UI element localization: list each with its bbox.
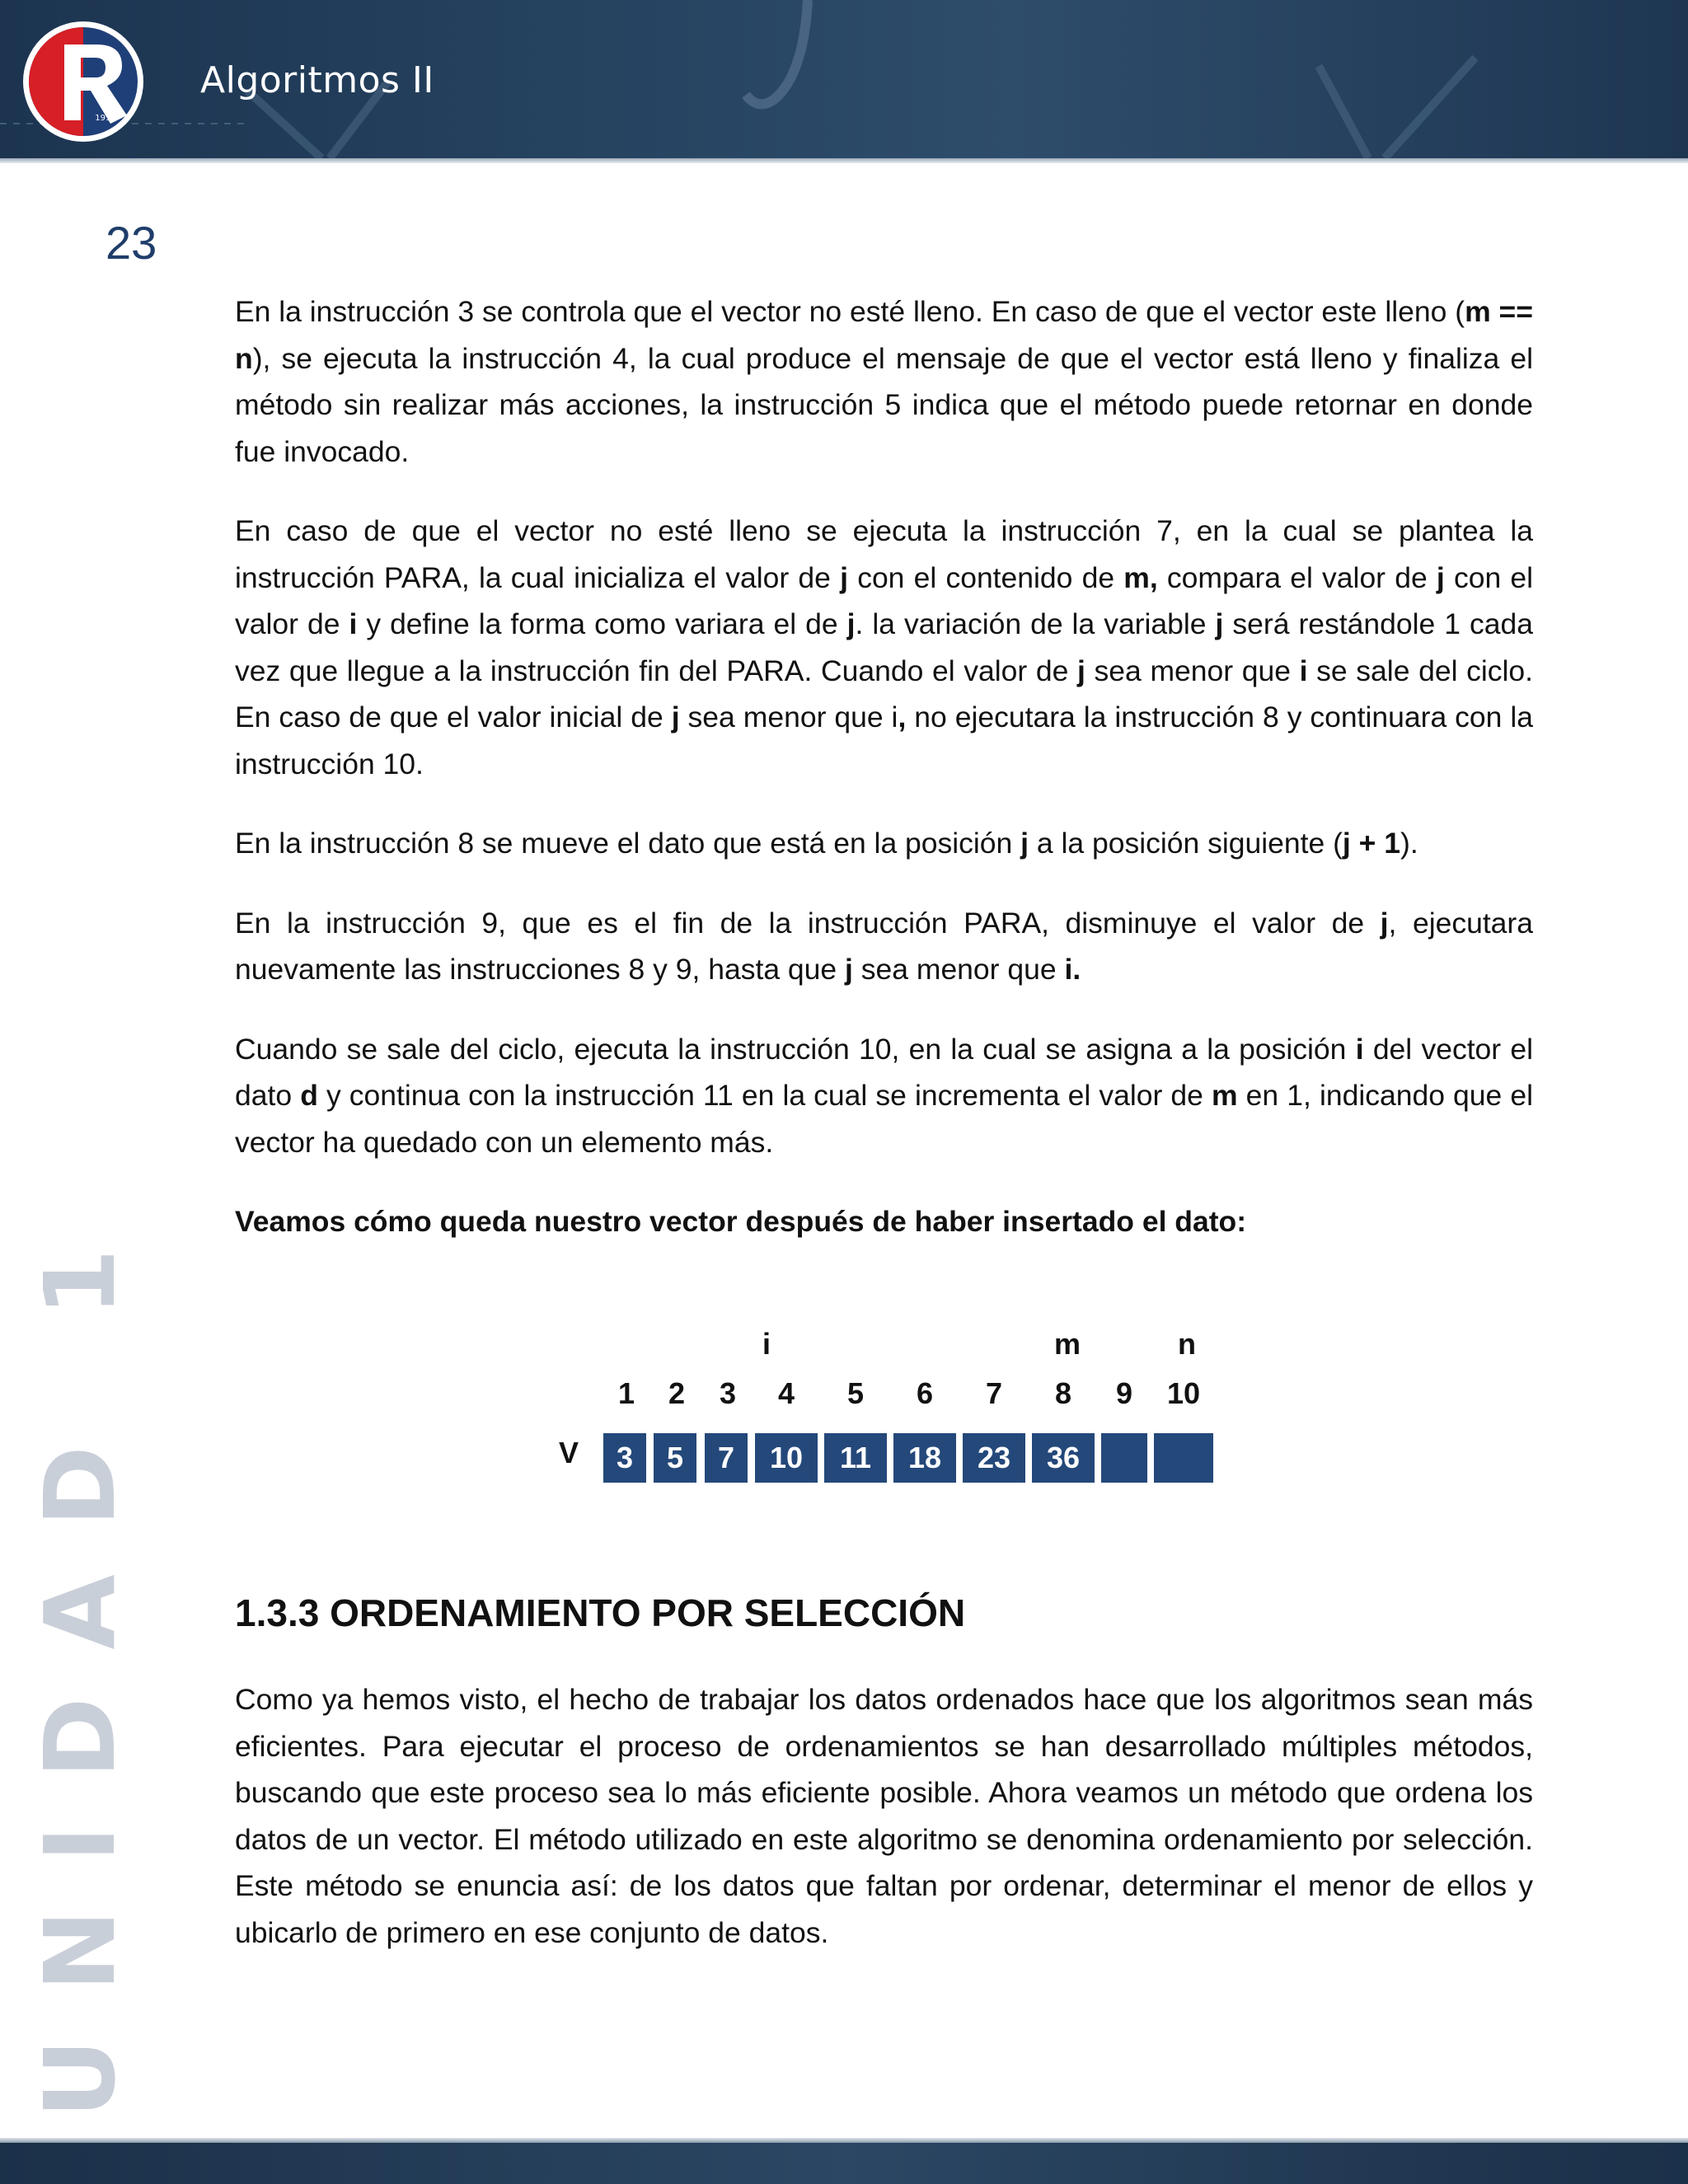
logo-year: 1915: [95, 114, 116, 123]
index-label: 1: [617, 1376, 635, 1410]
bold-span: j: [671, 701, 680, 733]
vector-cell-empty: [1154, 1433, 1213, 1483]
bold-span: j: [1215, 607, 1224, 640]
bold-span: i: [1299, 654, 1308, 687]
text-span: . la variación de la variable: [855, 607, 1216, 640]
text-span: compara el valor de: [1157, 560, 1437, 594]
bold-span: m,: [1123, 560, 1158, 594]
index-label: 3: [719, 1376, 737, 1410]
text-span: y define la forma como variara el de: [357, 607, 847, 640]
text-span: a la posición siguiente (: [1029, 827, 1343, 860]
vector-cell-empty: [1101, 1433, 1147, 1483]
text-span: sea menor que i: [679, 701, 898, 733]
section-paragraph: Como ya hemos visto, el hecho de trabajar los datos ordenados hace que los algoritmos sean más eficientes. Para ejecutar el proceso de ordenamientos se han desarrollado múltiples métodos, buscando que este proceso sea lo más eficiente posible. Ahora veamos un método que ordena los datos de un vector. El método utilizado en este algoritmo se denomina ordenamiento por selección. Este método se enuncia así: de los datos que faltan por ordenar, determinar el menor de ellos y ubicarlo de primero en ese conjunto de datos.: [235, 1683, 1533, 1949]
text-span: del vector el dato: [235, 1032, 1534, 1112]
index-label: 6: [916, 1376, 934, 1410]
bold-span: j: [1436, 560, 1445, 594]
bold-span: j: [1077, 654, 1085, 687]
index-label: 9: [1115, 1376, 1133, 1410]
section-content: [235, 1676, 1533, 1956]
lead-sentence: Veamos cómo queda nuestro vector después de haber insertado el dato:: [235, 1205, 1247, 1238]
text-span: se sale del ciclo. En caso de que el valor inicial de: [235, 654, 1534, 733]
text-span: Cuando se sale del ciclo, ejecuta la instrucción 10, en la cual se asigna a la posición: [235, 1032, 1356, 1066]
pointer-label-m: m: [1053, 1327, 1081, 1361]
vector-cell: 23: [963, 1433, 1025, 1483]
paragraph-5: [235, 1026, 1533, 1166]
pointer-label-n: n: [1178, 1327, 1196, 1361]
bold-span: i.: [1064, 953, 1081, 986]
text-span: sea menor que: [852, 953, 1065, 986]
bold-span: m: [1212, 1079, 1238, 1112]
main-content: [235, 288, 1533, 1278]
text-span: en 1, indicando que el vector ha quedado con un elemento más.: [235, 1079, 1533, 1159]
header-banner: [0, 0, 1688, 158]
index-label: 8: [1054, 1376, 1072, 1410]
unit-side-label: [23, 1201, 137, 2126]
text-span: En la instrucción 8 se mueve el dato que está en la posición: [235, 827, 1021, 860]
text-span: ).: [1400, 827, 1418, 860]
text-span: En la instrucción 3 se controla que el vector no esté lleno. En caso de que el vector este lleno (: [235, 295, 1465, 328]
index-label: 2: [668, 1376, 686, 1410]
pointer-label-i: i: [762, 1327, 771, 1361]
bold-span: j: [845, 953, 853, 986]
bold-span: ,: [898, 701, 907, 733]
paragraph-4: [235, 900, 1533, 993]
paragraph-3: [235, 820, 1533, 867]
paragraph-2: [235, 508, 1533, 787]
text-span: con el contenido de: [848, 560, 1124, 594]
vector-cell: 10: [755, 1433, 818, 1483]
bold-span: d: [300, 1079, 318, 1112]
university-logo: [21, 20, 145, 143]
bold-span: m == n: [235, 295, 1533, 375]
index-label: 10: [1166, 1376, 1201, 1410]
header-divider: [0, 158, 1688, 163]
text-span: sea menor que: [1085, 654, 1300, 687]
text-span: En la instrucción 9, que es el fin de la instrucción PARA, disminuye el valor de: [235, 906, 1381, 940]
text-span: , ejecutara nuevamente las instrucciones 8 y 9, hasta que: [235, 906, 1533, 986]
text-span: con el valor de: [235, 560, 1534, 640]
app-title: Algoritmos II: [200, 59, 434, 101]
vector-cell: 11: [824, 1433, 887, 1483]
index-label: 4: [777, 1376, 795, 1410]
vector-cell: 7: [705, 1433, 748, 1483]
index-label: 7: [985, 1376, 1003, 1410]
vector-cell: 36: [1032, 1433, 1095, 1483]
vector-cell: 18: [893, 1433, 956, 1483]
section-heading: 1.3.3 ORDENAMIENTO POR SELECCIÓN: [235, 1591, 966, 1634]
vector-diagram: [544, 1319, 1236, 1500]
unit-side-label-text: UNIDAD 1: [23, 1201, 137, 2118]
bold-span: j: [846, 607, 856, 640]
footer-band: [0, 2143, 1688, 2184]
bold-span: j: [840, 560, 848, 594]
page-number: 23: [106, 217, 157, 269]
text-span: En caso de que el vector no esté lleno se ejecuta la instrucción 7, en la cual se plantea la instrucción PARA, la cual inicializa el valor de: [235, 514, 1533, 594]
index-label: 5: [846, 1376, 865, 1410]
text-span: será restándole 1 cada vez que llegue a la instrucción fin del PARA. Cuando el valor de: [235, 607, 1533, 687]
text-span: no ejecutara la instrucción 8 y continuara con la instrucción 10.: [235, 701, 1533, 780]
text-span: y continua con la instrucción 11 en la cual se incrementa el valor de: [317, 1079, 1212, 1112]
bold-span: j: [1020, 827, 1029, 860]
vector-cell: 3: [603, 1433, 646, 1483]
bold-span: j + 1: [1342, 827, 1400, 860]
bold-span: i: [1355, 1032, 1364, 1066]
text-span: ), se ejecuta la instrucción 4, la cual produce el mensaje de que el vector está lleno y finaliza el método sin realizar más acciones, la instrucción 5 indica que el método puede retornar en donde fue invocado.: [235, 341, 1533, 468]
paragraph-1: [235, 288, 1533, 475]
vector-cell: 5: [654, 1433, 696, 1483]
bold-span: i: [349, 607, 358, 640]
vector-name-label: V: [558, 1436, 579, 1469]
bold-span: j: [1380, 906, 1389, 940]
